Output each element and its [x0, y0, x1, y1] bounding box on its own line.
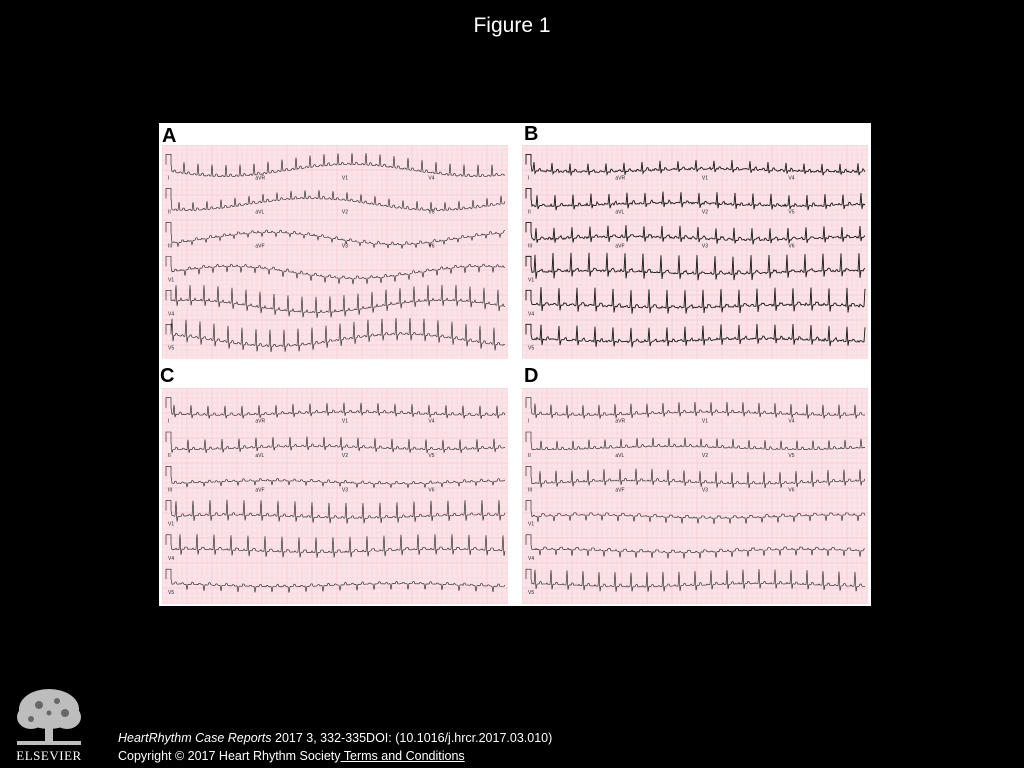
lead-label: V3 [701, 487, 709, 494]
lead-label: V4 [428, 175, 435, 182]
lead-label: V1 [701, 418, 709, 425]
lead-label: aVF [255, 243, 265, 250]
lead-label: V4 [788, 418, 795, 425]
panel-label-a: A [162, 125, 177, 147]
lead-label: V5 [168, 590, 175, 597]
lead-label: V4 [168, 555, 175, 562]
lead-label: I [168, 418, 170, 425]
lead-label: V1 [341, 418, 349, 425]
lead-label: aVL [615, 453, 625, 459]
lead-label: aVL [615, 209, 625, 216]
lead-label: V5 [788, 453, 795, 459]
figure-title: Figure 1 [473, 14, 551, 37]
lead-label: I [528, 418, 530, 425]
lead-label: V5 [428, 453, 435, 459]
lead-label: V2 [701, 453, 709, 459]
lead-label: V2 [341, 209, 349, 216]
elsevier-logo-text: ELSEVIER [16, 748, 82, 763]
panel-label-c: C [160, 365, 175, 387]
ecg-strip-d [522, 388, 868, 604]
citation-details: 2017 3, 332-335DOI: (10.1016/j.hrcr.2017.03.010) [271, 731, 553, 745]
lead-label: V5 [168, 345, 175, 352]
lead-label: II [528, 209, 531, 216]
lead-label: V5 [528, 345, 535, 352]
lead-label: I [528, 175, 530, 182]
ecg-strip-b [522, 145, 868, 359]
panel-label-d: D [524, 365, 539, 387]
lead-label: aVF [255, 487, 265, 494]
ecg-panel-c [162, 388, 508, 606]
terms-and-conditions-link[interactable]: Terms and Conditions [340, 749, 465, 763]
lead-label: aVR [255, 175, 266, 182]
ecg-panel-b [522, 145, 868, 363]
ecg-panel-a [162, 145, 508, 363]
citation-line [118, 731, 552, 745]
lead-label: V6 [788, 243, 795, 250]
panel-label-b: B [524, 123, 539, 145]
lead-label: V1 [528, 521, 535, 528]
lead-label: V1 [528, 277, 535, 284]
lead-label: II [168, 453, 171, 459]
lead-label: V3 [341, 243, 349, 250]
lead-label: aVF [615, 487, 625, 494]
lead-label: V2 [341, 453, 349, 459]
lead-label: III [168, 487, 173, 494]
lead-label: V3 [341, 487, 349, 494]
lead-label: V4 [528, 311, 535, 318]
lead-label: V5 [428, 209, 435, 216]
ecg-strip-c [162, 388, 508, 604]
lead-label: aVR [255, 418, 266, 425]
lead-label: V4 [528, 555, 535, 562]
lead-label: V1 [341, 175, 349, 182]
lead-label: II [168, 209, 171, 216]
lead-label: III [528, 487, 533, 494]
lead-label: V1 [168, 521, 175, 528]
ecg-strip-a [162, 145, 508, 359]
lead-label: V5 [528, 590, 535, 597]
lead-label: V4 [428, 418, 435, 425]
copyright-line [118, 749, 465, 763]
lead-label: V2 [701, 209, 709, 216]
lead-label: aVL [255, 453, 265, 459]
lead-label: V6 [788, 487, 795, 494]
lead-label: V6 [428, 243, 435, 250]
lead-label: V4 [788, 175, 795, 182]
copyright-text: Copyright © 2017 Heart Rhythm Society [118, 749, 341, 763]
journal-name: HeartRhythm Case Reports [118, 731, 272, 745]
lead-label: V5 [788, 209, 795, 216]
lead-label: III [528, 243, 533, 250]
ecg-panel-d [522, 388, 868, 606]
lead-label: aVR [615, 418, 626, 425]
lead-label: V4 [168, 311, 175, 318]
lead-label: aVL [255, 209, 265, 216]
lead-label: aVF [615, 243, 625, 250]
ecg-figure [159, 123, 871, 606]
lead-label: V3 [701, 243, 709, 250]
lead-label: V6 [428, 487, 435, 494]
lead-label: I [168, 175, 170, 182]
lead-label: III [168, 243, 173, 250]
lead-label: V1 [701, 175, 709, 182]
lead-label: aVR [615, 175, 626, 182]
lead-label: II [528, 453, 531, 459]
lead-label: V1 [168, 277, 175, 284]
